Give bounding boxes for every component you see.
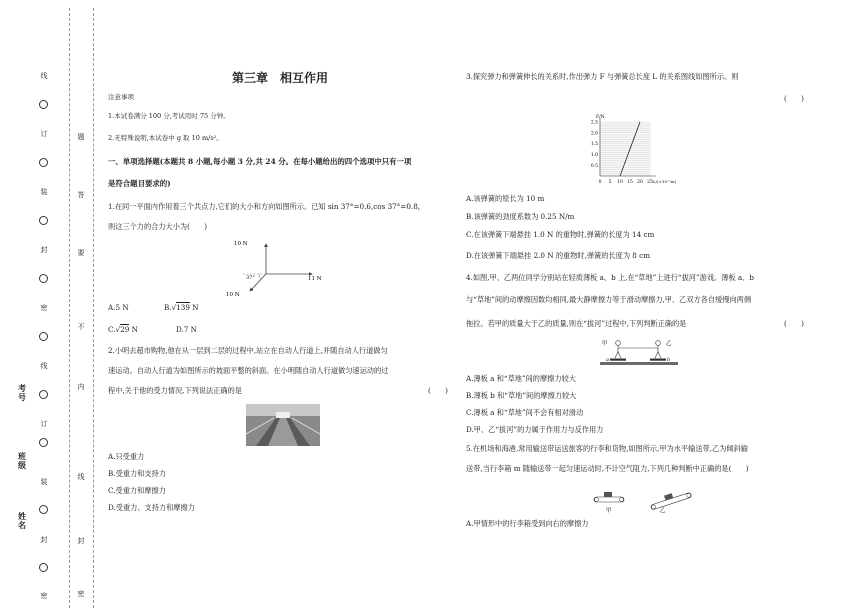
q1-option-b-prefix: B. — [164, 303, 172, 312]
q2-answer-paren: ( ) — [428, 386, 448, 395]
q3-stem-line1: 3.探究弹力和弹簧伸长的关系时,作出弹力 F 与弹簧总长度 L 的关系图线如图所示。则 — [466, 72, 739, 81]
section-heading-line2: 是符合题目要求的) — [108, 179, 171, 188]
chart-x-axis-label: L/(×10⁻²m) — [653, 179, 677, 184]
q4-option-b: B.薄板 b 和“草地”间的摩擦力较大 — [466, 391, 577, 400]
binding-marker-char: 订 — [40, 420, 48, 428]
q4-option-a: A.薄板 a 和“草地”间的摩擦力较大 — [466, 374, 576, 383]
spring-force-chart — [578, 110, 688, 190]
q3-option-a: A.该弹簧的原长为 10 m — [466, 194, 545, 203]
q4-stem-line3: 拖拉。若甲的质量大于乙的质量,则在“拔河”过程中,下列判断正确的是 — [466, 319, 687, 328]
board-a-label: a — [606, 357, 609, 363]
class-label: 班级 — [18, 451, 26, 470]
q4-stem-line2: 与“草地”间的动摩擦因数均相同,最大静摩擦力等于滑动摩擦力,甲、乙双方各自缓慢向两侧 — [466, 295, 752, 304]
outer-dashed-line — [69, 8, 70, 608]
binding-hole-icon — [39, 158, 48, 167]
chart-y-tick-label: 1.5 — [590, 142, 598, 148]
q1-stem-line2: 则这三个力的合力大小为( ) — [108, 222, 208, 231]
inner-margin-char: 题 — [77, 133, 85, 141]
conveyor-jia-label: 甲 — [606, 508, 612, 514]
q5-stem-line1: 5.在机场和海港,常用输送带运送旅客的行李和货物,如图所示,甲为水平输送带,乙为倾斜输 — [466, 444, 748, 453]
chart-y-tick-label: 2.5 — [590, 120, 598, 126]
binding-margin — [0, 0, 96, 608]
inner-margin-char: 不 — [77, 323, 85, 331]
q1-option-c-prefix: C. — [108, 325, 116, 334]
binding-hole-icon — [39, 216, 48, 225]
q3-option-c: C.在该弹簧下端悬挂 1.0 N 的重物时,弹簧的长度为 14 cm — [466, 230, 655, 239]
radical-sign: √ — [115, 325, 121, 334]
q1-option-d: D.7 N — [176, 325, 197, 334]
binding-marker-char: 线 — [40, 362, 48, 370]
q2-option-c: C.受重力和摩擦力 — [108, 486, 166, 495]
section-heading-line1: 一、单项选择题(本题共 8 小题,每小题 3 分,共 24 分。在每小题给出的四个选项中只有一项 — [108, 157, 412, 166]
chart-x-tick-label: 10 — [617, 180, 623, 185]
inner-margin-char: 内 — [77, 383, 85, 391]
binding-marker-char: 订 — [40, 130, 48, 138]
board-b-label: b — [667, 357, 671, 363]
name-label: 姓名 — [18, 511, 26, 530]
chart-x-tick-label: 15 — [627, 180, 633, 185]
force-label-right: 11 N — [308, 276, 322, 282]
q1-option-b-radicand: 139 — [176, 303, 190, 312]
notice-item-2: 2.无特殊说明,本试卷中 g 取 10 m/s²。 — [108, 134, 223, 142]
inner-margin-char: 答 — [77, 191, 85, 199]
chart-y-tick-label: 2.0 — [590, 131, 598, 137]
angle-label: 37° — [246, 275, 255, 281]
binding-marker-char: 密 — [40, 304, 48, 312]
binding-marker-char: 封 — [40, 246, 48, 254]
q5-stem-line2: 送带,当行李箱 m 随输送带一起匀速运动时,不计空气阻力,下列几种判断中正确的是( ) — [466, 464, 749, 473]
q2-option-b: B.受重力和支持力 — [108, 469, 166, 478]
notice-title: 注意事项 — [108, 93, 134, 101]
inner-dashed-line — [93, 8, 94, 608]
q1-option-c — [108, 325, 138, 335]
conveyor-yi-label: 乙 — [660, 508, 666, 514]
force-label-down-left: 10 N — [226, 292, 240, 298]
notice-item-1: 1.本试卷满分 100 分,考试用时 75 分钟。 — [108, 112, 230, 120]
chart-y-tick-label: 1.0 — [590, 153, 598, 158]
inner-margin-char: 封 — [77, 537, 85, 545]
q3-option-b: B.该弹簧的劲度系数为 0.25 N/m — [466, 212, 575, 221]
binding-hole-icon — [39, 438, 48, 447]
q1-option-c-radicand: 29 — [120, 325, 130, 334]
person-yi-label: 乙 — [666, 341, 672, 347]
binding-hole-icon — [39, 505, 48, 514]
person-jia-label: 甲 — [602, 341, 608, 347]
q2-stem-line2: 速运动。自动人行道为如图所示的坡面平整的斜面。在小明随自动人行道做匀速运动的过 — [108, 366, 389, 375]
q2-option-d: D.受重力、支持力和摩擦力 — [108, 503, 195, 512]
q2-option-a: A.只受重力 — [108, 452, 145, 461]
q1-option-a: A.5 N — [108, 303, 129, 312]
q2-stem-line3: 程中,关于他的受力情况,下列说法正确的是 — [108, 386, 242, 395]
force-label-up: 10 N — [234, 241, 248, 247]
binding-marker-char: 装 — [40, 478, 48, 486]
q1-option-c-unit: N — [131, 325, 138, 334]
q4-option-c: C.薄板 a 和“草地”间不会有相对滑动 — [466, 408, 584, 417]
q3-answer-paren: ( ) — [784, 94, 804, 103]
chart-x-tick-label: 20 — [637, 180, 643, 185]
q3-option-d: D.在该弹簧下端悬挂 2.0 N 的重物时,弹簧的长度为 8 cm — [466, 251, 651, 260]
chart-y-tick-label: 0.5 — [590, 163, 598, 169]
inner-margin-char: 线 — [77, 473, 85, 481]
binding-marker-char: 密 — [40, 592, 48, 600]
q4-option-d: D.甲、乙“拔河”的力属于作用力与反作用力 — [466, 425, 604, 434]
inner-margin-char: 要 — [77, 249, 85, 257]
binding-hole-icon — [39, 100, 48, 109]
q1-option-b-unit: N — [192, 303, 199, 312]
q2-stem-line1: 2.小明去超市购物,他在从一层到二层的过程中,站立在自动人行道上,并随自动人行道做匀 — [108, 346, 388, 355]
chart-x-tick-label: 25 — [647, 180, 653, 185]
q1-option-b — [164, 303, 198, 313]
tug-of-war-figure — [600, 336, 678, 370]
page-title: 第三章 相互作用 — [232, 71, 329, 85]
angle-arc — [259, 274, 261, 279]
binding-marker-char: 装 — [40, 188, 48, 196]
q4-stem-line1: 4.如图,甲、乙两位同学分别站在轻质薄板 a、b 上,在“草地”上进行“拔河”游戏。薄板 a、b — [466, 273, 754, 282]
binding-hole-icon — [39, 332, 48, 341]
force-diagram — [226, 236, 326, 300]
radical-sign: √ — [171, 303, 177, 312]
exam-number-label: 考号 — [18, 383, 26, 402]
binding-marker-char: 封 — [40, 536, 48, 544]
inner-margin-char: 密 — [77, 590, 85, 598]
conveyor-belts-figure — [590, 481, 710, 515]
chart-x-tick-label: 5 — [608, 180, 612, 185]
binding-hole-icon — [39, 274, 48, 283]
q1-stem-line1: 1.在同一平面内作用着三个共点力,它们的大小和方向如图所示。已知 sin 37°=0.6,cos 37°=0.8, — [108, 202, 421, 211]
moving-walkway-photo — [246, 404, 320, 446]
binding-hole-icon — [39, 563, 48, 572]
chart-x-tick-label: 0 — [598, 180, 602, 185]
q4-answer-paren: ( ) — [784, 319, 804, 328]
binding-hole-icon — [39, 390, 48, 399]
binding-marker-char: 线 — [40, 72, 48, 80]
chart-y-axis-label: F/N — [596, 115, 605, 120]
q5-option-a: A.甲情形中的行李箱受到向右的摩擦力 — [466, 519, 589, 528]
